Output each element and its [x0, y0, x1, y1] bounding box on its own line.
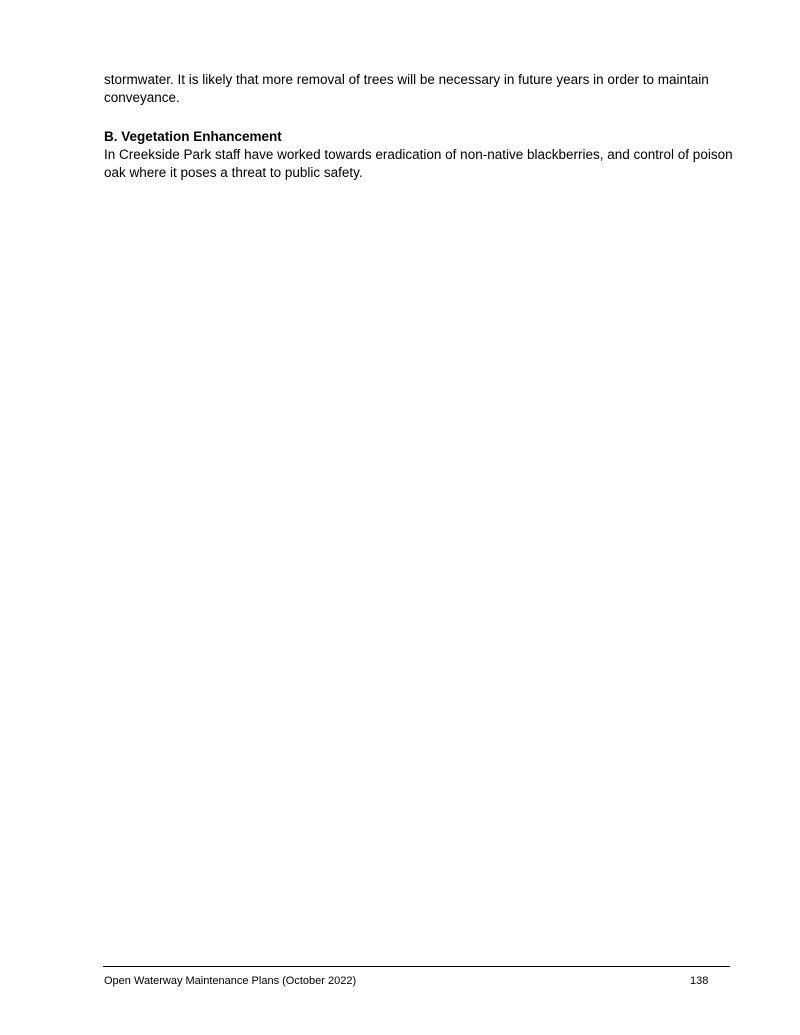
footer-page-number: 138 — [690, 975, 709, 987]
section-heading-vegetation-enhancement: B. Vegetation Enhancement — [104, 129, 282, 144]
footer-divider — [103, 966, 730, 967]
body-paragraph-conveyance: stormwater. It is likely that more removal of trees will be necessary in future years in order to maintain conveyance. — [104, 72, 709, 105]
footer-document-title: Open Waterway Maintenance Plans (October 2022) — [104, 975, 357, 987]
body-paragraph-vegetation: In Creekside Park staff have worked towards eradication of non-native blackberries, and control of poison oak where it poses a threat to public safety. — [104, 147, 733, 180]
